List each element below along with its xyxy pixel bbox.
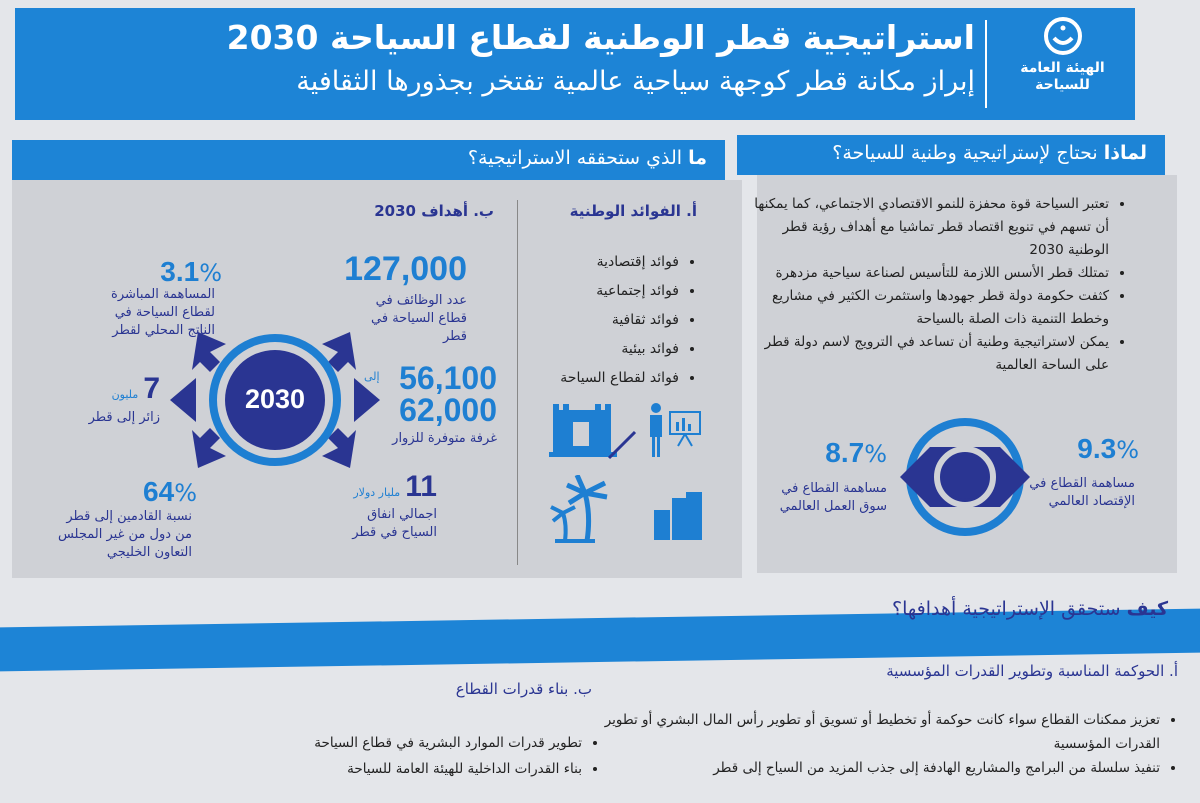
how-a-title: أ. الحوكمة المناسبة وتطوير القدرات المؤسسية bbox=[886, 662, 1178, 680]
benefit-item: • فوائد ثقافية bbox=[499, 306, 679, 335]
why-section bbox=[754, 175, 1177, 573]
how-b-list bbox=[242, 730, 600, 782]
nongcc-unit: % bbox=[174, 479, 197, 507]
visitors-label: زائر إلى قطر bbox=[88, 410, 160, 425]
how-title-wrap bbox=[892, 598, 1168, 620]
benefit-item: • فوائد إجتماعية bbox=[499, 277, 679, 306]
what-title-bold: ما bbox=[688, 147, 707, 169]
how-a-list bbox=[600, 708, 1178, 780]
global-labour-label: مساهمة القطاع في سوق العمل العالمي bbox=[779, 481, 887, 514]
header-banner bbox=[15, 8, 1135, 120]
what-section-header bbox=[12, 140, 725, 180]
benefits-title: أ. الفوائد الوطنية bbox=[569, 202, 697, 220]
visitors-figure bbox=[112, 372, 160, 406]
spend-unit: مليار دولار bbox=[353, 486, 401, 499]
why-title-bold: لماذا bbox=[1103, 142, 1147, 164]
gdp-figure bbox=[160, 256, 222, 288]
why-list bbox=[739, 193, 1127, 377]
rooms-label: غرفة متوفرة للزوار bbox=[392, 431, 497, 446]
presenter-chart-icon bbox=[644, 402, 704, 460]
how-a-item: • تعزيز ممكنات القطاع سواء كانت حوكمة أو تخطيط أو تسويق أو تطوير رأس المال البشري أو تطوير القدرات المؤسسية bbox=[600, 708, 1160, 756]
global-labour-figure bbox=[825, 437, 887, 469]
visitors-value: 7 bbox=[143, 372, 160, 405]
spend-figure bbox=[353, 470, 437, 504]
palm-trees-icon bbox=[547, 475, 612, 543]
page-subtitle: إبراز مكانة قطر كوجهة سياحية عالمية تفتخر بجذورها الثقافية bbox=[296, 66, 975, 97]
spend-value: 11 bbox=[405, 470, 437, 503]
rooms-from-value: 56,100 bbox=[399, 360, 497, 396]
logo-text: الهيئة العامة للسياحة bbox=[1020, 60, 1105, 93]
column-divider bbox=[517, 200, 518, 565]
heritage-fort-icon bbox=[549, 402, 639, 462]
logo-icon bbox=[1043, 16, 1083, 56]
why-item: • تمتلك قطر الأسس اللازمة للتأسيس لصناعة سياحية مزدهرة bbox=[739, 262, 1109, 285]
why-item: • تعتبر السياحة قوة محفزة للنمو الاقتصادي الاجتماعي، كما يمكنها أن تسهم في تنويع اقتصاد قطر تماشيا مع أهداف رؤية قطر الوطنية 2030 bbox=[739, 193, 1109, 262]
gdp-label: المساهمة المباشرة لقطاع السياحة في الناتج المحلي لقطر bbox=[111, 287, 215, 338]
global-economy-unit: % bbox=[1116, 436, 1139, 464]
logo bbox=[1000, 16, 1125, 112]
why-title: نحتاج لإستراتيجية وطنية للسياحة؟ bbox=[832, 142, 1098, 164]
rooms-to-word: إلى bbox=[364, 370, 380, 383]
gdp-unit: % bbox=[199, 259, 222, 287]
jobs-label: عدد الوظائف في قطاع السياحة في قطر bbox=[371, 293, 467, 344]
how-b-item: • بناء القدرات الداخلية للهيئة العامة للسياحة bbox=[242, 756, 582, 782]
how-a-item: • تنفيذ سلسلة من البرامج والمشاريع الهادفة إلى جذب المزيد من السياح إلى قطر bbox=[600, 756, 1160, 780]
how-title-bold: كيف bbox=[1126, 598, 1168, 620]
center-year: 2030 bbox=[244, 384, 306, 414]
goals-title: ب. أهداف 2030 bbox=[374, 202, 494, 220]
how-b-item: • تطوير قدرات الموارد البشرية في قطاع السياحة bbox=[242, 730, 582, 756]
global-labour-unit: % bbox=[864, 440, 887, 468]
global-labour-value: 8.7 bbox=[825, 437, 865, 468]
benefits-list bbox=[499, 248, 697, 393]
global-economy-value: 9.3 bbox=[1077, 433, 1117, 464]
visitors-unit: مليون bbox=[111, 388, 139, 401]
buildings-icon bbox=[652, 490, 704, 542]
why-item: • يمكن لاستراتيجية وطنية أن تساعد في الترويج لاسم دولة قطر على الساحة العالمية bbox=[739, 331, 1109, 377]
global-economy-label: مساهمة القطاع في الإقتصاد العالمي bbox=[1029, 476, 1135, 509]
spend-label: اجمالي انفاق السياح في قطر bbox=[352, 507, 437, 540]
nongcc-value: 64 bbox=[143, 476, 175, 507]
what-title: الذي ستحققه الاستراتيجية؟ bbox=[467, 147, 683, 169]
arrow-right-icon bbox=[354, 378, 380, 422]
benefit-item: • فوائد بيئية bbox=[499, 335, 679, 364]
rooms-to-value: 62,000 bbox=[399, 392, 497, 428]
arrow-left-icon bbox=[170, 378, 196, 422]
benefit-item: • فوائد إقتصادية bbox=[499, 248, 679, 277]
how-title: ستحقق الإستراتيجية أهدافها؟ bbox=[892, 598, 1121, 620]
gdp-value: 3.1 bbox=[160, 256, 200, 287]
how-b-title: ب. بناء قدرات القطاع bbox=[455, 680, 592, 698]
nongcc-figure bbox=[143, 476, 197, 508]
logo-divider bbox=[985, 20, 987, 108]
what-section bbox=[12, 180, 742, 578]
why-item: • كثفت حكومة دولة قطر جهودها واستثمرت الكثير في مشاريع وخطط التنمية ذات الصلة بالسياحة bbox=[739, 285, 1109, 331]
why-section-header bbox=[737, 135, 1165, 175]
global-economy-figure bbox=[1077, 433, 1139, 465]
jobs-value: 127,000 bbox=[344, 250, 467, 288]
page-title: استراتيجية قطر الوطنية لقطاع السياحة 2030 bbox=[226, 18, 975, 57]
global-contribution-graphic bbox=[900, 417, 1030, 537]
benefit-item: • فوائد لقطاع السياحة bbox=[499, 364, 679, 393]
nongcc-label: نسبة القادمين إلى قطر من دول من غير المجلس التعاون الخليجي bbox=[57, 509, 192, 560]
